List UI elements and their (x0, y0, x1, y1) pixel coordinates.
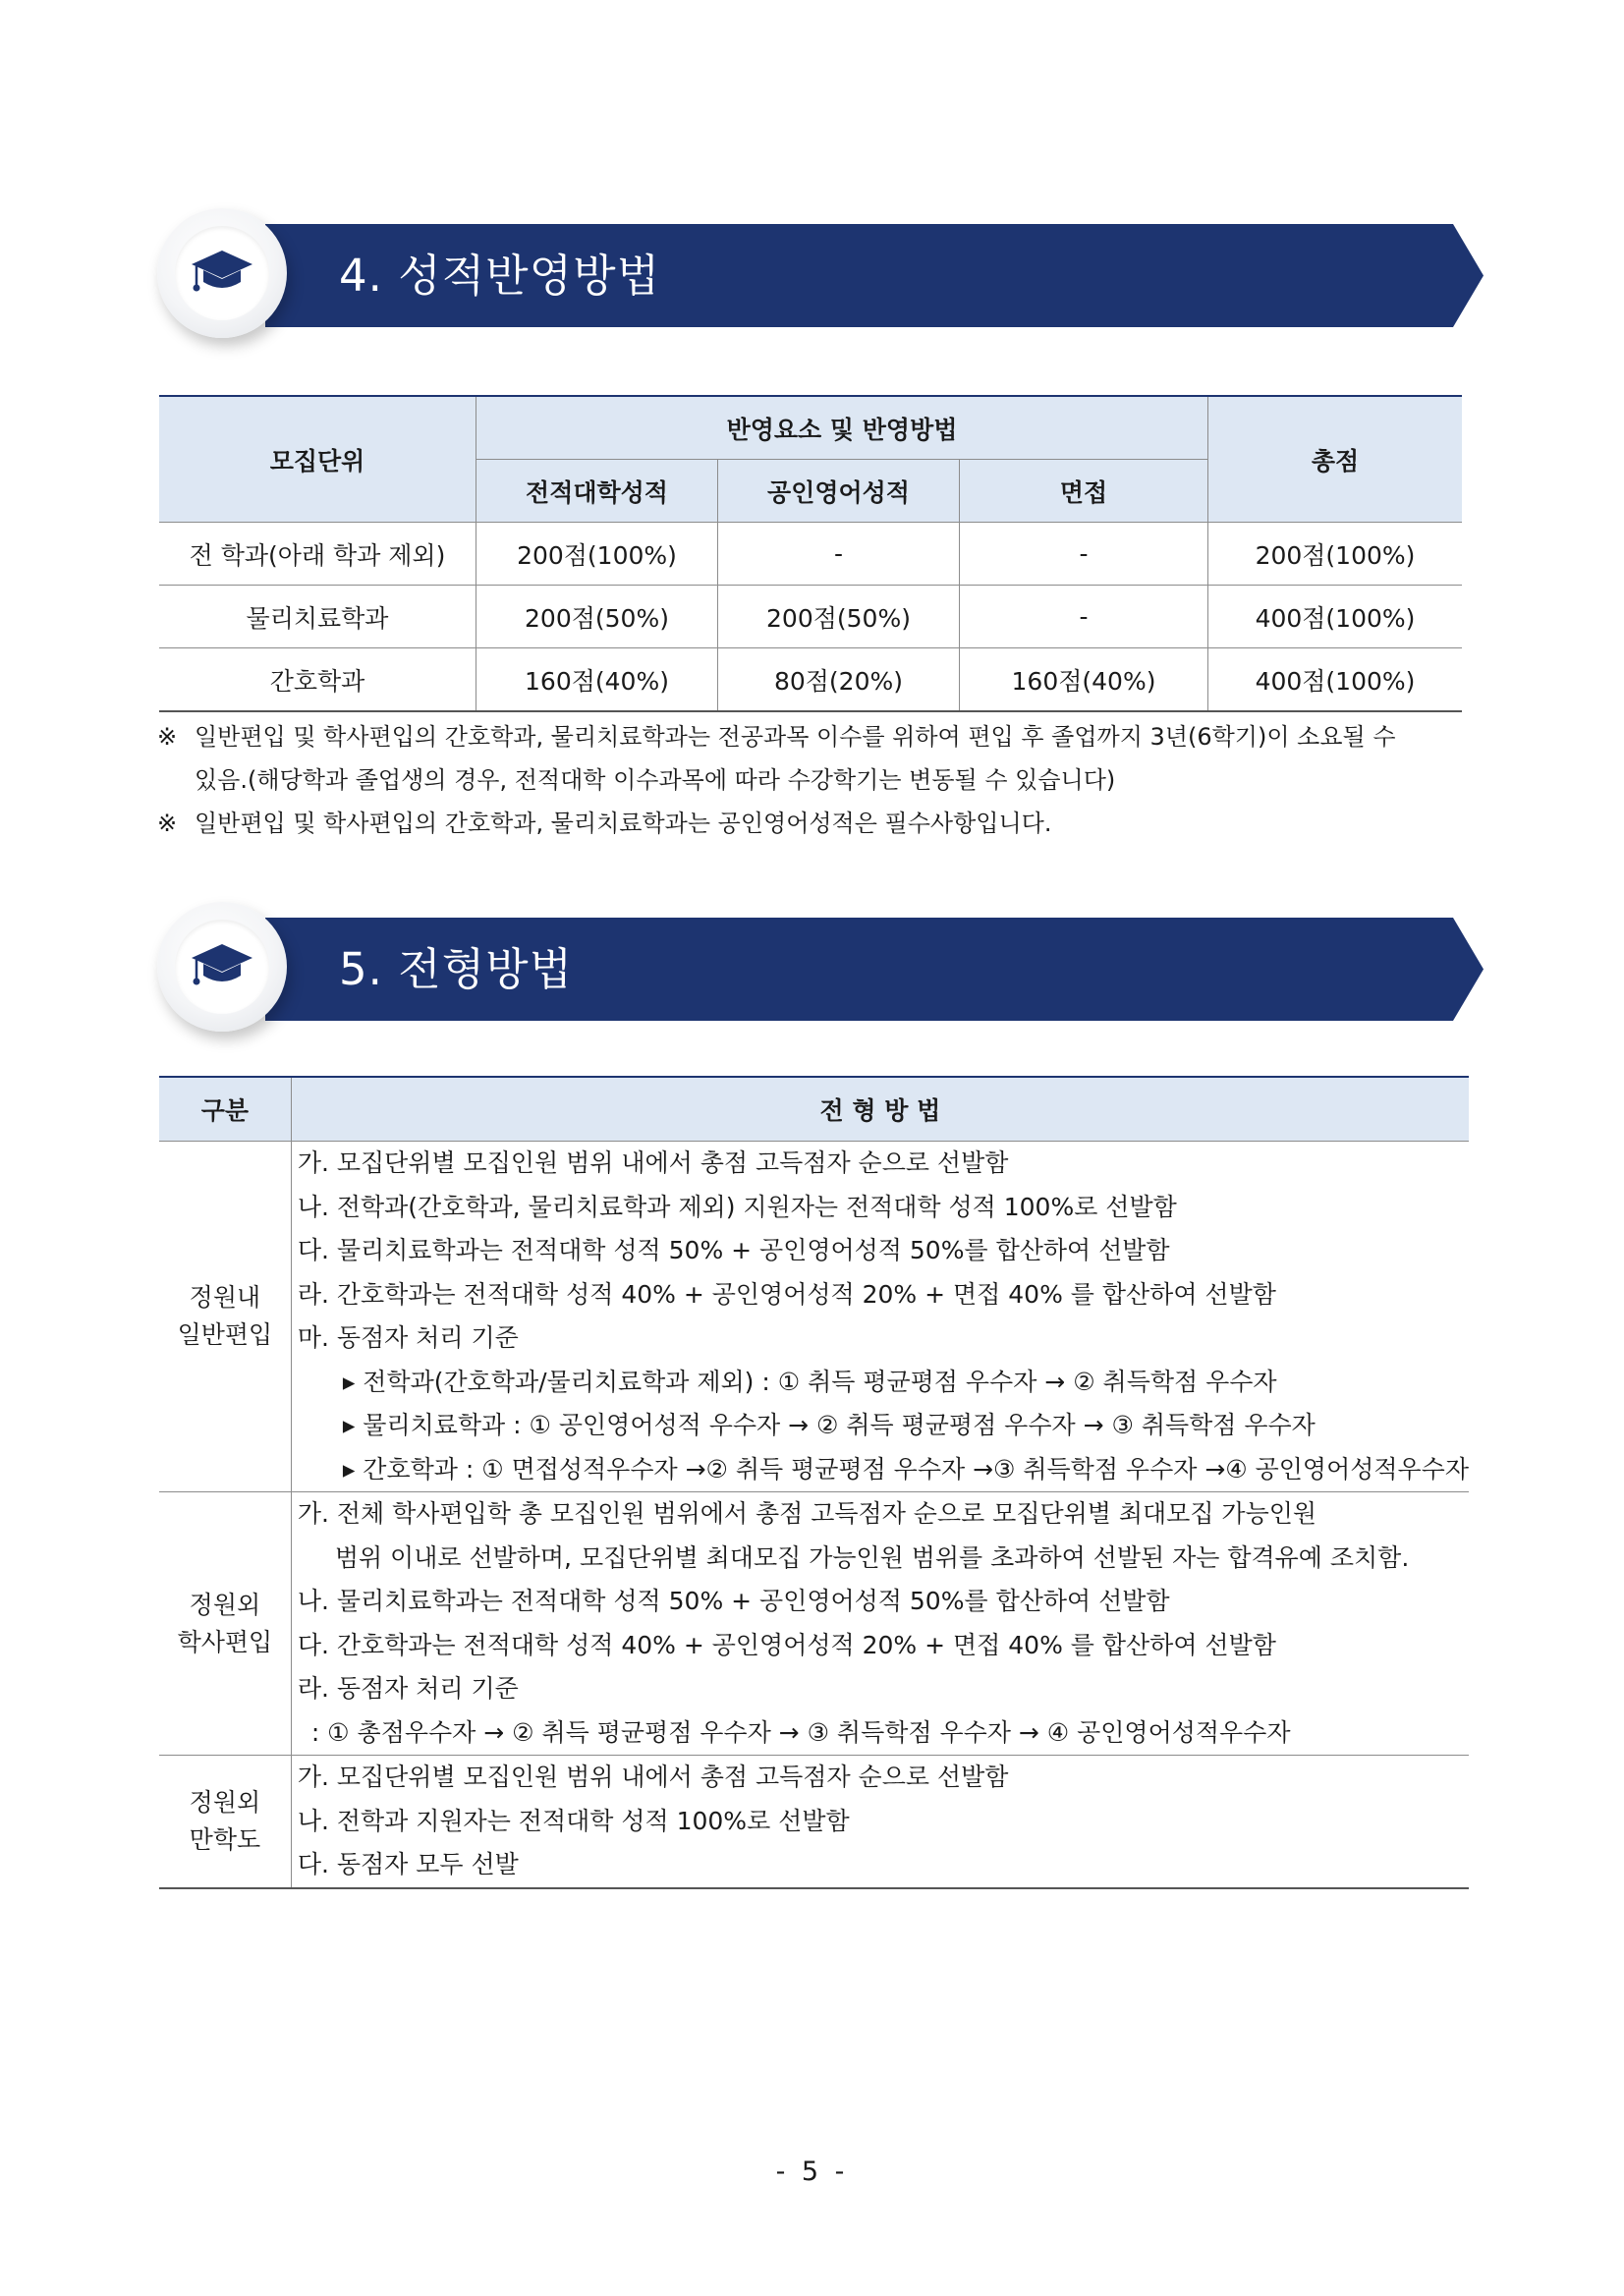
sub-header: 면접 (960, 460, 1208, 523)
section-badge (157, 208, 287, 338)
table-row (159, 586, 1462, 648)
table-cell: - (960, 523, 1208, 586)
note-line: 일반편입 및 학사편입의 간호학과, 물리치료학과는 전공과목 이수를 위하여 편입 후 졸업까지 3년(6학기)이 소요될 수 (195, 723, 1396, 751)
method-cell (291, 1142, 1469, 1492)
method-cell (291, 1756, 1469, 1888)
category-cell (159, 1142, 291, 1492)
note (157, 802, 1464, 845)
table-cell: 400점(100%) (1208, 586, 1463, 648)
category-line: 만학도 (189, 1824, 261, 1854)
method-line: 라. 동점자 처리 기준 (297, 1674, 519, 1703)
table-row (159, 1142, 1469, 1492)
method-line: 다. 간호학과는 전적대학 성적 40% + 공인영어성적 20% + 면접 40% 를 합산하여 선발함 (297, 1630, 1276, 1659)
method-line: 가. 모집단위별 모집인원 범위 내에서 총점 고득점자 순으로 선발함 (297, 1763, 1009, 1791)
method-cell (291, 1492, 1469, 1756)
category-line: 정원내 (189, 1283, 261, 1312)
table-cell: 전 학과(아래 학과 제외) (159, 523, 476, 586)
section-4-header (157, 157, 1484, 314)
category-cell (159, 1492, 291, 1756)
section-title: 4. 성적반영방법 (339, 250, 661, 302)
table-cell: 물리치료학과 (159, 586, 476, 648)
table-cell: 200점(100%) (476, 523, 718, 586)
note-mark: ※ (157, 810, 178, 837)
method-line: 마. 동점자 처리 기준 (297, 1323, 519, 1352)
method-line: 범위 이내로 선발하며, 모집단위별 최대모집 가능인원 범위를 초과하여 선발된 자는 합격유예 조치함. (334, 1542, 1410, 1572)
table-cell: 400점(100%) (1208, 648, 1463, 712)
category-line: 정원외 (189, 1787, 261, 1817)
table-cell: 160점(40%) (476, 648, 718, 712)
method-line: 가. 전체 학사편입학 총 모집인원 범위에서 총점 고득점자 순으로 모집단위별 최대모집 가능인원 (297, 1499, 1317, 1528)
method-line: 다. 물리치료학과는 전적대학 성적 50% + 공인영어성적 50%를 합산하여 선발함 (297, 1236, 1170, 1264)
header-method: 전 형 방 법 (291, 1077, 1469, 1142)
method-line: 라. 간호학과는 전적대학 성적 40% + 공인영어성적 20% + 면접 40% 를 합산하여 선발함 (297, 1279, 1276, 1309)
note-line: 있음.(해당학과 졸업생의 경우, 전적대학 이수과목에 따라 수강학기는 변동될 수 있습니다) (195, 766, 1116, 794)
table-cell: - (960, 586, 1208, 648)
section-badge (157, 902, 287, 1032)
category-line: 일반편입 (177, 1320, 273, 1349)
grading-table (159, 395, 1462, 712)
table-row (159, 1492, 1469, 1756)
category-cell (159, 1756, 291, 1888)
table-cell: 160점(40%) (960, 648, 1208, 712)
table-cell: 200점(50%) (476, 586, 718, 648)
method-line: 나. 전학과 지원자는 전적대학 성적 100%로 선발함 (297, 1806, 850, 1835)
table-cell: 80점(20%) (718, 648, 960, 712)
method-line: : ① 총점우수자 → ② 취득 평균평점 우수자 → ③ 취득학점 우수자 → ④ 공인영어성적우수자 (310, 1717, 1291, 1747)
table-cell: 간호학과 (159, 648, 476, 712)
table-cell: - (718, 523, 960, 586)
note (157, 715, 1464, 802)
page-number: - 5 - (775, 2156, 849, 2187)
table-row (159, 523, 1462, 586)
method-line: ▸ 간호학과 : ① 면접성적우수자 →② 취득 평균평점 우수자 →③ 취득학점 우수자 →④ 공인영어성적우수자 (342, 1454, 1469, 1484)
category-line: 학사편입 (177, 1627, 273, 1656)
notes (157, 715, 1464, 845)
graduation-cap-icon (190, 249, 254, 298)
header-group: 반영요소 및 반영방법 (476, 396, 1208, 460)
sub-header: 공인영어성적 (718, 460, 960, 523)
method-line: ▸ 물리치료학과 : ① 공인영어성적 우수자 → ② 취득 평균평점 우수자 → ③ 취득학점 우수자 (342, 1411, 1316, 1439)
table-row (159, 648, 1462, 712)
selection-table (159, 1076, 1469, 1889)
section-5-header (157, 851, 1484, 1008)
table-cell: 200점(50%) (718, 586, 960, 648)
sub-header: 전적대학성적 (476, 460, 718, 523)
category-line: 정원외 (189, 1590, 261, 1619)
method-line: 나. 전학과(간호학과, 물리치료학과 제외) 지원자는 전적대학 성적 100%로 선발함 (297, 1192, 1177, 1221)
table-cell: 200점(100%) (1208, 523, 1463, 586)
method-line: 나. 물리치료학과는 전적대학 성적 50% + 공인영어성적 50%를 합산하여 선발함 (297, 1587, 1170, 1615)
header-category: 구분 (159, 1077, 291, 1142)
note-mark: ※ (157, 723, 178, 751)
header-total: 총점 (1208, 396, 1463, 523)
header-unit: 모집단위 (159, 396, 476, 523)
method-line: 다. 동점자 모두 선발 (297, 1850, 519, 1878)
section-title: 5. 전형방법 (339, 943, 574, 995)
method-line: ▸ 전학과(간호학과/물리치료학과 제외) : ① 취득 평균평점 우수자 → ② 취득학점 우수자 (342, 1367, 1277, 1396)
note-line: 일반편입 및 학사편입의 간호학과, 물리치료학과는 공인영어성적은 필수사항입니다. (195, 810, 1052, 837)
graduation-cap-icon (190, 942, 254, 991)
method-line: 가. 모집단위별 모집인원 범위 내에서 총점 고득점자 순으로 선발함 (297, 1148, 1009, 1177)
table-row (159, 1756, 1469, 1888)
